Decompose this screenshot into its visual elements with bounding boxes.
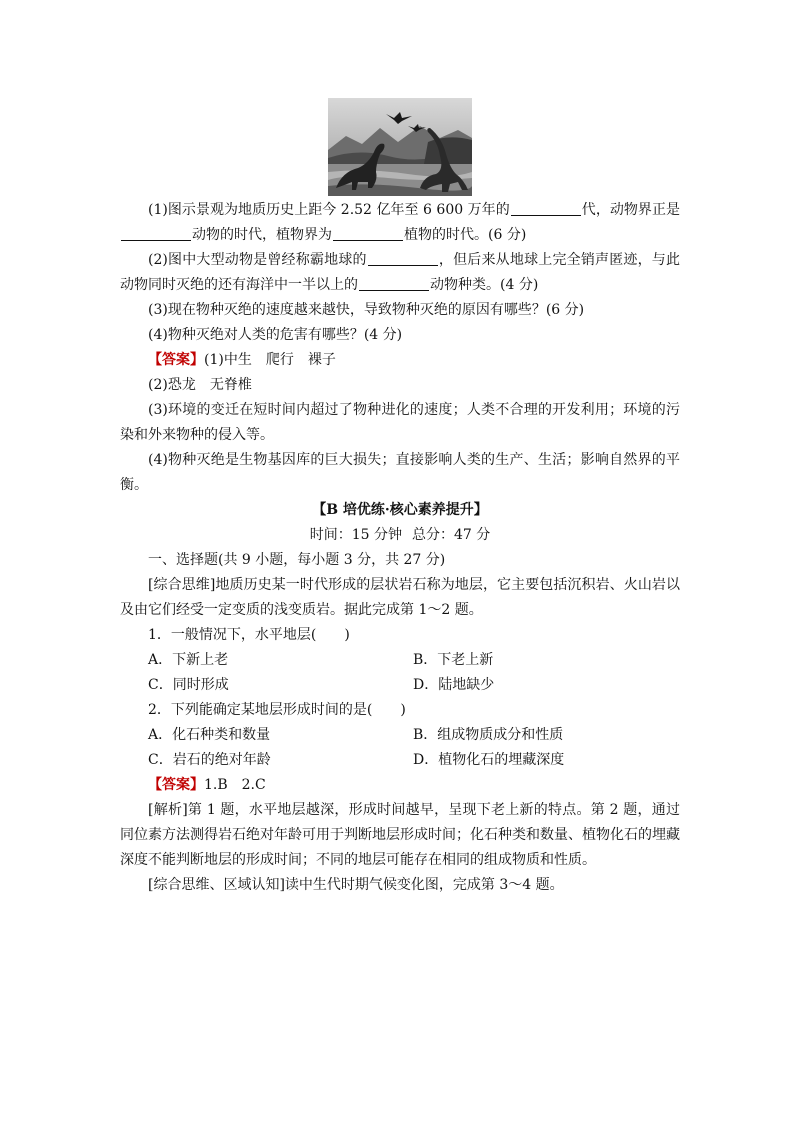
answer-blank-4[interactable] bbox=[368, 251, 438, 266]
answer-blank-1[interactable] bbox=[511, 201, 581, 216]
answer-blank-2[interactable] bbox=[121, 226, 191, 241]
mc-question-1: 1．一般情况下，水平地层( ) bbox=[148, 627, 350, 643]
option-2b[interactable]: B．组成物质成分和性质 bbox=[413, 727, 564, 743]
q2-text-a: (2)图中大型动物是曾经称霸地球的 bbox=[148, 252, 367, 268]
mc-options-1-row-2 bbox=[120, 673, 680, 698]
option-1a[interactable]: A．下新上老 bbox=[148, 652, 229, 668]
question-3: (3)现在物种灭绝的速度越来越快，导致物种灭绝的原因有哪些？(6 分) bbox=[148, 302, 585, 318]
mc-options-2-row-2 bbox=[120, 748, 680, 773]
question-4: (4)物种灭绝对人类的危害有哪些？(4 分) bbox=[148, 327, 403, 343]
option-2a[interactable]: A．化石种类和数量 bbox=[148, 727, 271, 743]
q1-text-d: 植物的时代。(6 分) bbox=[404, 227, 527, 243]
q2-text-c: 动物种类。(4 分) bbox=[430, 277, 539, 293]
answer-tag-2: 【答案】 bbox=[148, 777, 204, 793]
mc-options-1-row-1 bbox=[120, 648, 680, 673]
section-title: 【B 培优练·核心素养提升】 bbox=[312, 502, 488, 518]
mc-options-2-row-1 bbox=[120, 723, 680, 748]
q1-text-c: 动物的时代，植物界为 bbox=[192, 227, 332, 243]
answer-1 bbox=[120, 348, 680, 373]
mc-answer bbox=[120, 773, 680, 798]
question-1 bbox=[120, 198, 680, 248]
q1-text-b: 代，动物界正是 bbox=[581, 202, 681, 218]
part-heading: 一、选择题(共 9 小题，每小题 3 分，共 27 分) bbox=[148, 552, 446, 568]
answer-3: (3)环境的变迁在短时间内超过了物种进化的速度；人类不合理的开发利用；环境的污染和外来物种的侵入等。 bbox=[120, 402, 680, 443]
q2-text-b: ，但后来从地球上完全销声匿迹，与此动物同时灭绝的还有海洋中一半以上的 bbox=[120, 252, 680, 293]
mc-answer-text: 1.B 2.C bbox=[204, 777, 266, 793]
option-2d[interactable]: D．植物化石的埋藏深度 bbox=[413, 752, 565, 768]
answer-4: (4)物种灭绝是生物基因库的巨大损失；直接影响人类的生产、生活；影响自然界的平衡。 bbox=[120, 452, 680, 493]
mc-question-2: 2．下列能确定某地层形成时间的是( ) bbox=[148, 702, 406, 718]
answer-blank-5[interactable] bbox=[359, 276, 429, 291]
exam-time: 时间：15 分钟 bbox=[309, 527, 402, 543]
intro-2: [综合思维、区域认知]读中生代时期气候变化图，完成第 3～4 题。 bbox=[148, 877, 564, 893]
option-1b[interactable]: B．下老上新 bbox=[413, 652, 494, 668]
answer-1-text: (1)中生 爬行 裸子 bbox=[204, 352, 336, 368]
question-2 bbox=[120, 248, 680, 298]
option-2c[interactable]: C．岩石的绝对年龄 bbox=[148, 752, 271, 768]
answer-tag: 【答案】 bbox=[148, 352, 204, 368]
answer-blank-3[interactable] bbox=[333, 226, 403, 241]
exam-score: 总分：47 分 bbox=[412, 527, 491, 543]
option-1c[interactable]: C．同时形成 bbox=[148, 677, 229, 693]
dinosaur-landscape-image bbox=[328, 98, 472, 196]
analysis: [解析]第 1 题，水平地层越深，形成时间越早，呈现下老上新的特点。第 2 题，通过同位素方法测得岩石绝对年龄可用于判断地层形成时间；化石种类和数量、植物化石的埋藏深度不能判断地层的形成时间；不同的地层可能存在相同的组成物质和性质。 bbox=[120, 802, 680, 868]
document-body bbox=[120, 98, 680, 898]
exam-meta bbox=[120, 523, 680, 548]
answer-2: (2)恐龙 无脊椎 bbox=[148, 377, 252, 393]
q1-text-a: (1)图示景观为地质历史上距今 2.52 亿年至 6 600 万年的 bbox=[148, 202, 510, 218]
intro-1: [综合思维]地质历史某一时代形成的层状岩石称为地层，它主要包括沉积岩、火山岩以及由它们经受一定变质的浅变质岩。据此完成第 1～2 题。 bbox=[120, 577, 680, 618]
option-1d[interactable]: D．陆地缺少 bbox=[413, 677, 495, 693]
